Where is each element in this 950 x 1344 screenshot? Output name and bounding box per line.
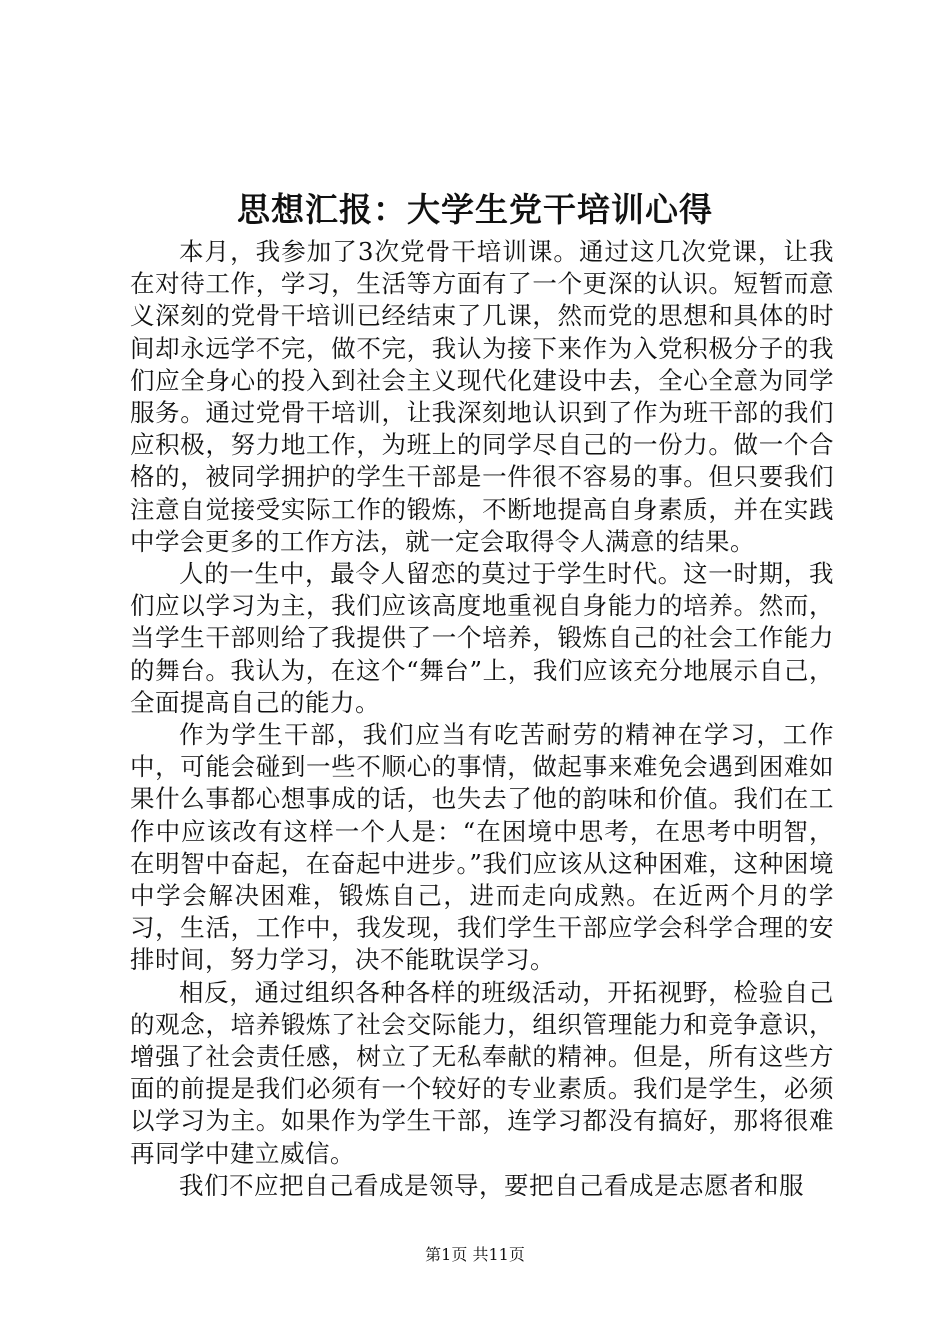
paragraph-3: 作为学生干部，我们应当有吃苦耐劳的精神在学习，工作中，可能会碰到一些不顺心的事情，做起事来难免会遇到困难如果什么事都心想事成的话，也失去了他的韵味和价值。我们在工作中应该改有这样一个人是：“在困境中思考，在思考中明智，在明智中奋起，在奋起中进步。”我们应该从这种困难，这种困境中学会解决困难，锻炼自己，进而走向成熟。在近两个月的学习，生活，工作中，我发现，我们学生干部应学会科学合理的安排时间，努力学习，决不能耽误学习。 xyxy=(130,720,834,975)
document-body xyxy=(130,236,834,1202)
page-title: 思想汇报：大学生党干培训心得 xyxy=(237,190,713,229)
page-total: 共11页 xyxy=(472,1245,525,1264)
paragraph-4: 相反，通过组织各种各样的班级活动，开拓视野，检验自己的观念，培养锻炼了社会交际能力，组织管理能力和竞争意识，增强了社会责任感，树立了无私奉献的精神。但是，所有这些方面的前提是我们必须有一个较好的专业素质。我们是学生，必须以学习为主。如果作为学生干部，连学习都没有搞好，那将很难再同学中建立威信。 xyxy=(130,977,834,1168)
paragraph-5: 我们不应把自己看成是领导，要把自己看成是志愿者和服 xyxy=(179,1170,804,1200)
page-number: 第1页 xyxy=(425,1245,468,1264)
paragraph-2: 人的一生中，最令人留恋的莫过于学生时代。这一时期，我们应以学习为主，我们应该高度地重视自身能力的培养。然而，当学生干部则给了我提供了一个培养，锻炼自己的社会工作能力的舞台。我认为，在这个“舞台”上，我们应该充分地展示自己，全面提高自己的能力。 xyxy=(130,559,834,717)
page-footer xyxy=(0,1244,950,1266)
paragraph-1: 本月，我参加了3次党骨干培训课。通过这几次党课，让我在对待工作，学习，生活等方面有了一个更深的认识。短暂而意义深刻的党骨干培训已经结束了几课，然而党的思想和具体的时间却永远学不完，做不完，我认为接下来作为入党积极分子的我们应全身心的投入到社会主义现代化建设中去，全心全意为同学服务。通过党骨干培训，让我深刻地认识到了作为班干部的我们应积极，努力地工作，为班上的同学尽自己的一份力。做一个合格的，被同学拥护的学生干部是一件很不容易的事。但只要我们注意自觉接受实际工作的锻炼，不断地提高自身素质，并在实践中学会更多的工作方法，就一定会取得令人满意的结果。 xyxy=(130,237,834,556)
